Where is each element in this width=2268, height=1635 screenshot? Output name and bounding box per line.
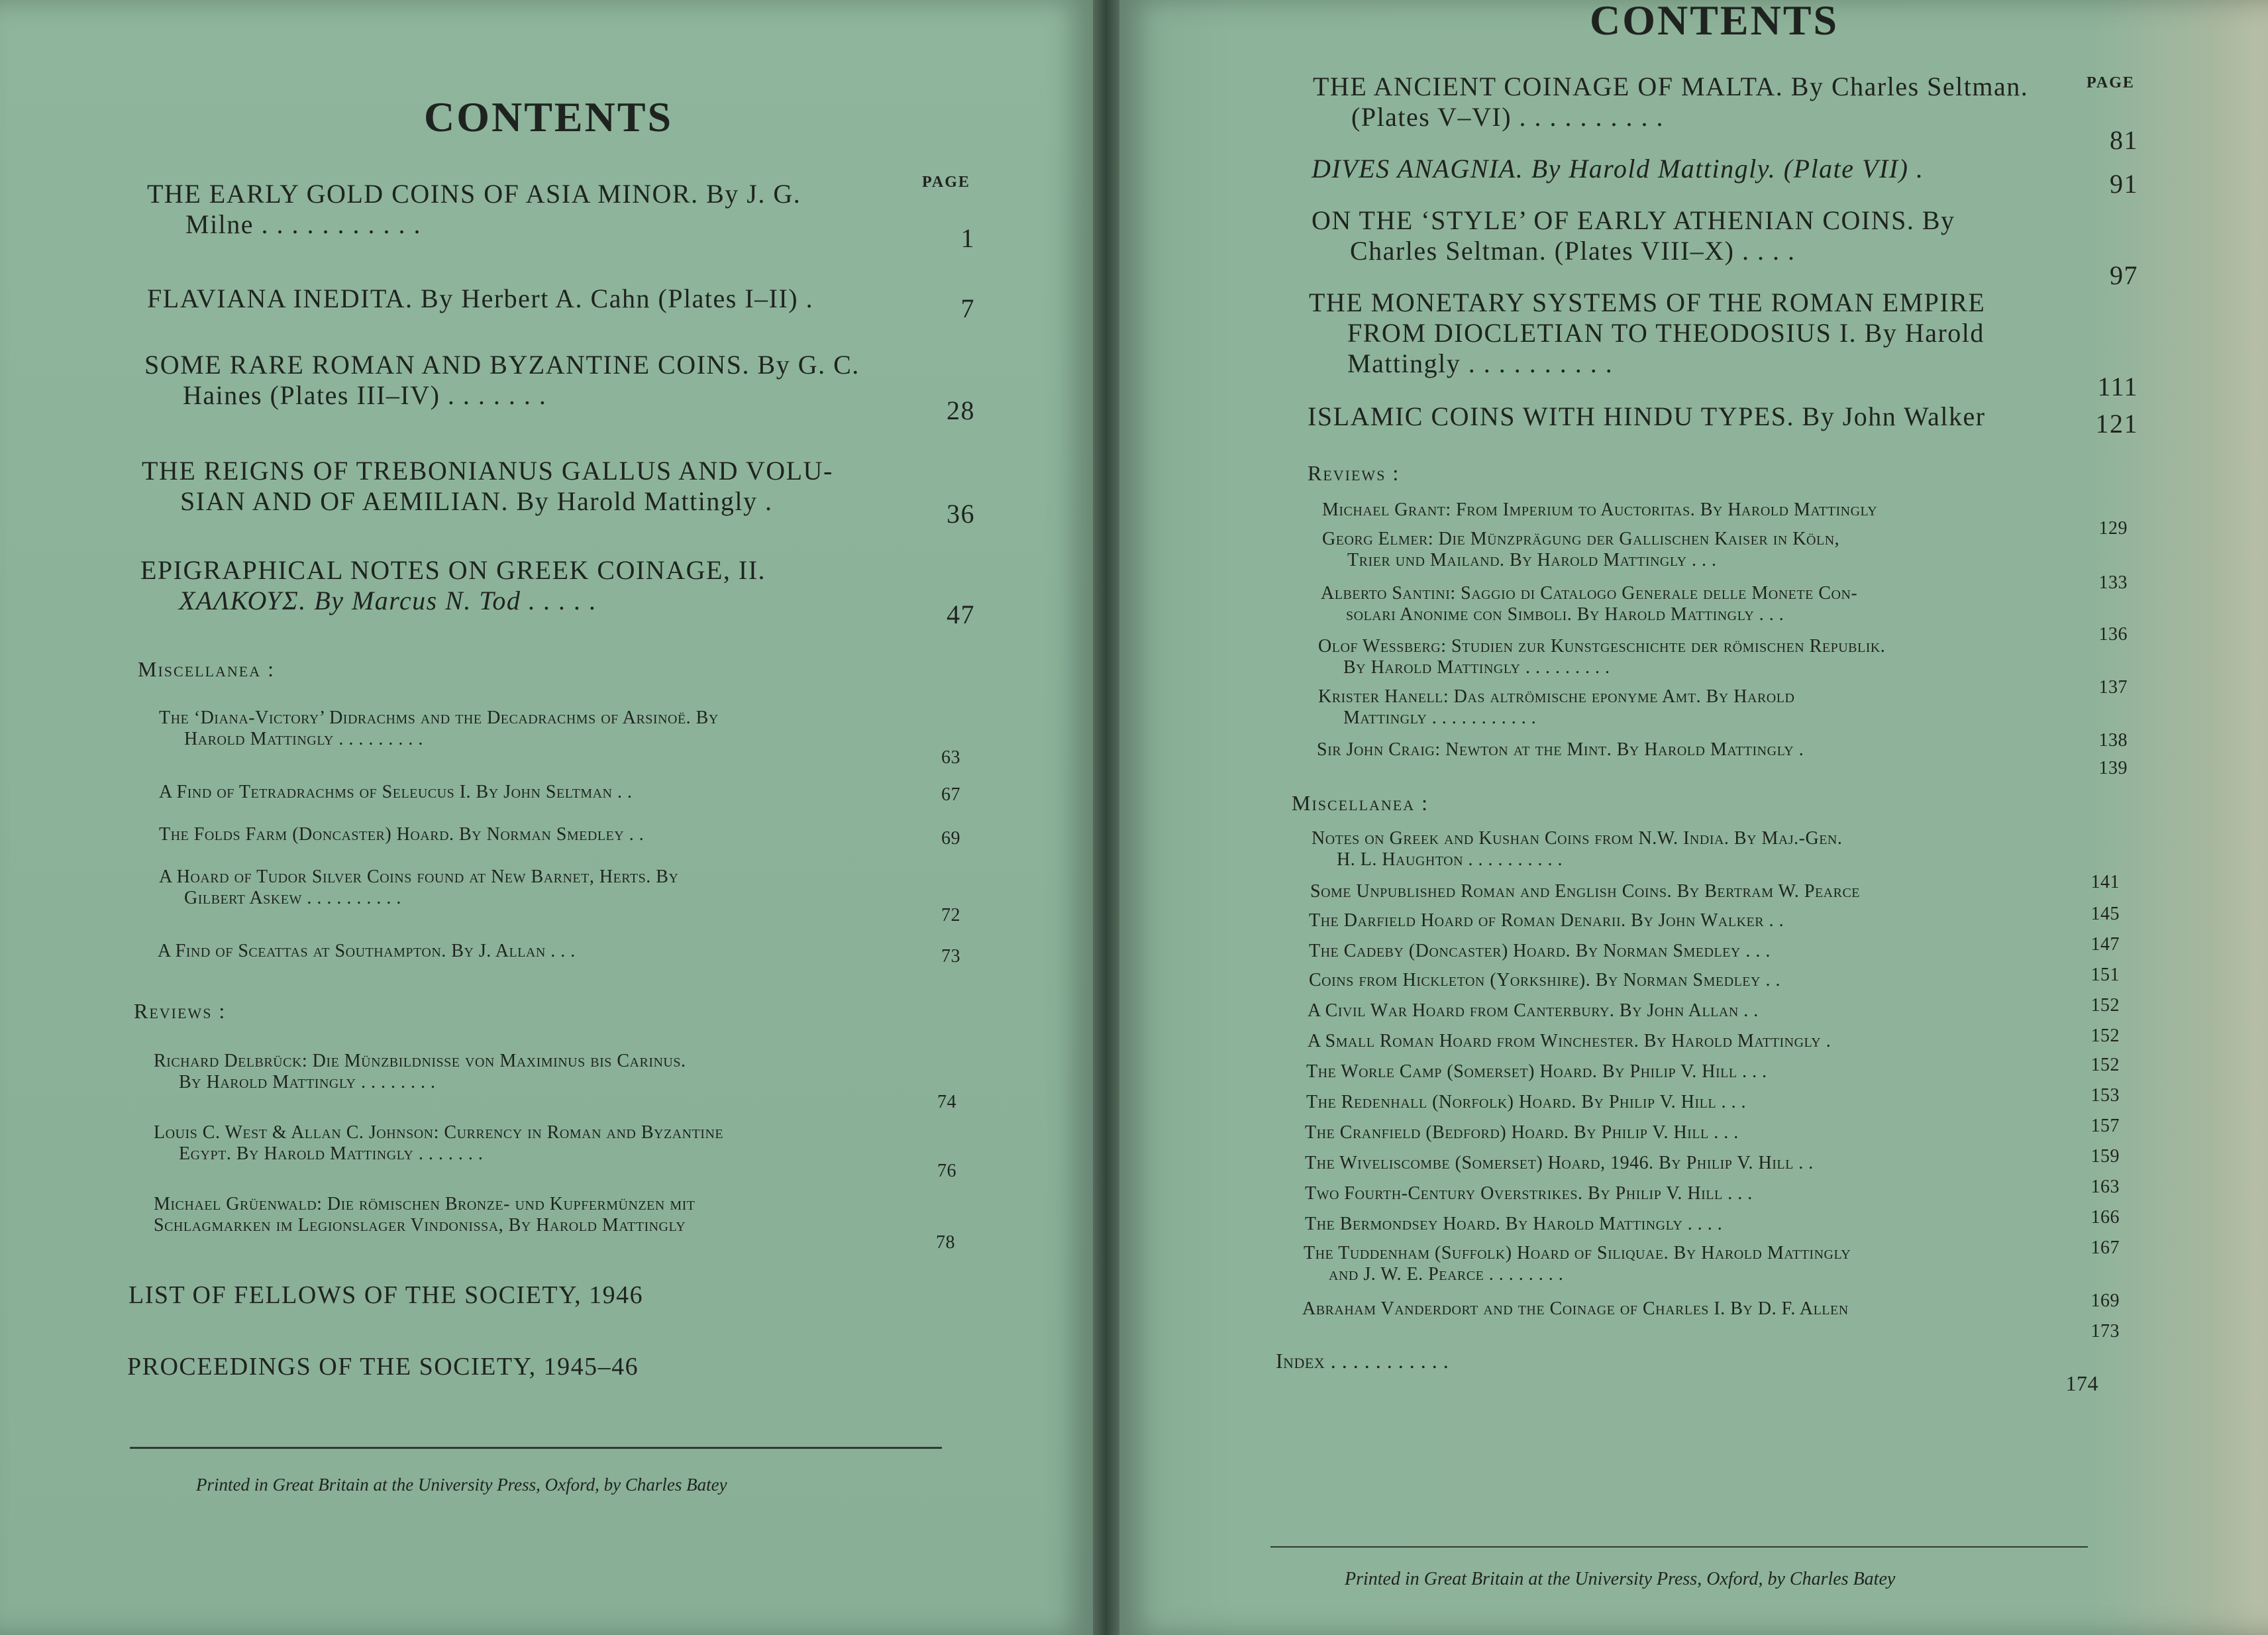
page-number: 63 <box>941 747 960 768</box>
divider-rule <box>1270 1546 2088 1548</box>
page-number: 167 <box>2090 1238 2120 1258</box>
page-number: 159 <box>2090 1146 2120 1167</box>
toc-entry[interactable]: Michael Grant: From Imperium to Auctoritas. By Harold Mattingly 129 <box>1322 500 2128 539</box>
toc-entry[interactable]: THE EARLY GOLD COINS OF ASIA MINOR. By J. G. Milne . . . . . . . . . . . 1 <box>147 179 975 253</box>
page-number: 74 <box>937 1092 956 1112</box>
page-number: 47 <box>947 600 975 629</box>
page-number: 137 <box>2098 677 2128 698</box>
page-number: 73 <box>941 946 960 967</box>
toc-entry[interactable]: Sir John Craig: Newton at the Mint. By Harold Mattingly . 139 <box>1317 739 2128 778</box>
page-number: 72 <box>941 905 960 925</box>
toc-entry[interactable]: THE MONETARY SYSTEMS OF THE ROMAN EMPIRE FROM DIOCLETIAN TO THEODOSIUS I. By Harold Mattingly . . . . . . . . . . 111 <box>1309 288 2138 401</box>
page-column-label: PAGE <box>2087 74 2135 91</box>
left-page <box>0 0 1093 1635</box>
page-number: 139 <box>2098 758 2128 778</box>
page-number: 129 <box>2098 518 2128 539</box>
right-page <box>1119 0 2268 1635</box>
section-heading-miscellanea: Miscellanea : <box>1292 791 1429 815</box>
page-number: 152 <box>2090 1026 2120 1046</box>
toc-entry[interactable]: ON THE ‘STYLE’ OF EARLY ATHENIAN COINS. By Charles Seltman. (Plates VIII–X) . . . . 97 <box>1312 205 2138 290</box>
toc-entry[interactable]: The Folds Farm (Doncaster) Hoard. By Norman Smedley . . 69 <box>159 824 960 849</box>
page-number: 147 <box>2090 934 2120 955</box>
page-title: CONTENTS <box>1590 0 1839 44</box>
toc-entry[interactable]: Richard Delbrück: Die Münzbildnisse von Maximinus bis Carinus. By Harold Mattingly . . . . . . . . 74 <box>154 1051 956 1112</box>
page-number: 157 <box>2090 1116 2120 1136</box>
toc-entry[interactable]: Olof Wessberg: Studien zur Kunstgeschichte der römischen Republik. By Harold Mattingly . . . . . . . . . 137 <box>1318 636 2128 698</box>
page-number: 138 <box>2098 730 2128 751</box>
page-number: 76 <box>937 1161 956 1181</box>
page-number: 141 <box>2090 872 2120 892</box>
toc-entry[interactable]: EPIGRAPHICAL NOTES ON GREEK COINAGE, II. ΧΑΛΚΟΥΣ. By Marcus N. Tod . . . . . 47 <box>140 555 975 629</box>
page-number: 121 <box>2095 409 2138 439</box>
toc-entry[interactable]: A Find of Tetradrachms of Seleucus I. By John Seltman . . 67 <box>159 782 960 805</box>
page-column-label: PAGE <box>922 174 970 191</box>
toc-entry[interactable]: SOME RARE ROMAN AND BYZANTINE COINS. By G. C. Haines (Plates III–IV) . . . . . . . 28 <box>144 350 975 425</box>
toc-entry[interactable]: The Cranfield (Bedford) Hoard. By Philip V. Hill . . . 159 <box>1305 1122 2120 1167</box>
toc-entry[interactable]: The Bermondsey Hoard. By Harold Mattingly . . . . 167 <box>1305 1214 2120 1258</box>
section-heading-reviews: Reviews : <box>134 999 227 1023</box>
toc-entry[interactable]: THE ANCIENT COINAGE OF MALTA. By Charles Seltman. (Plates V–VI) . . . . . . . . . . 81 <box>1313 72 2138 155</box>
page-number: 28 <box>947 396 975 425</box>
page-number: 153 <box>2090 1085 2120 1106</box>
toc-entry[interactable]: The Worle Camp (Somerset) Hoard. By Philip V. Hill . . . 153 <box>1306 1061 2120 1106</box>
toc-entry[interactable]: Coins from Hickleton (Yorkshire). By Norman Smedley . . 152 <box>1309 970 2120 1016</box>
page-number: 1 <box>960 223 975 253</box>
page-number: 174 <box>2065 1371 2098 1395</box>
toc-entry[interactable]: Michael Grüenwald: Die römischen Bronze- und Kupfermünzen mit Schlagmarken im Legionslager Vindonissa, By Harold Mattingly 78 <box>154 1194 955 1253</box>
toc-entry[interactable]: Louis C. West & Allan C. Johnson: Currency in Roman and Byzantine Egypt. By Harold Mattingly . . . . . . . 76 <box>154 1122 956 1181</box>
page-number: 78 <box>936 1232 955 1253</box>
toc-entry[interactable]: A Small Roman Hoard from Winchester. By Harold Mattingly . 152 <box>1308 1031 2120 1075</box>
section-heading-miscellanea: Miscellanea : <box>138 657 275 681</box>
page-number: 81 <box>2110 125 2138 155</box>
section-heading-reviews: Reviews : <box>1308 461 1400 485</box>
book-gutter <box>1093 0 1119 1635</box>
page-number: 69 <box>941 828 960 849</box>
page-title: CONTENTS <box>424 93 674 140</box>
page-number: 145 <box>2090 904 2120 924</box>
page-number: 152 <box>2090 1055 2120 1075</box>
toc-entry[interactable]: The Redenhall (Norfolk) Hoard. By Philip V. Hill . . . 157 <box>1306 1092 2120 1136</box>
page-number: 36 <box>947 499 975 529</box>
toc-entry[interactable]: Krister Hanell: Das altrömische eponyme Amt. By Harold Mattingly . . . . . . . . . . . 138 <box>1318 686 2128 751</box>
page-number: 163 <box>2090 1177 2120 1197</box>
toc-entry[interactable]: FLAVIANA INEDITA. By Herbert A. Cahn (Plates I–II) . 7 <box>147 284 975 323</box>
page-number: 111 <box>2097 372 2138 401</box>
page-number: 169 <box>2090 1291 2120 1311</box>
toc-entry[interactable]: ISLAMIC COINS WITH HINDU TYPES. By John Walker 121 <box>1308 401 2138 439</box>
toc-entry[interactable]: Georg Elmer: Die Münzprägung der Gallischen Kaiser in Köln, Trier und Mailand. By Harold Mattingly . . . 133 <box>1322 529 2128 593</box>
toc-entry[interactable]: PROCEEDINGS OF THE SOCIETY, 1945–46 <box>127 1353 639 1381</box>
page-number: 7 <box>960 293 975 323</box>
page-number: 97 <box>2110 260 2138 290</box>
page-number: 91 <box>2110 169 2138 199</box>
toc-entry[interactable]: A Hoard of Tudor Silver Coins found at New Barnet, Herts. By Gilbert Askew . . . . . . . . . . 72 <box>159 867 960 925</box>
page-number: 67 <box>941 784 960 805</box>
toc-entry[interactable]: A Find of Sceattas at Southampton. By J. Allan . . . 73 <box>158 941 960 967</box>
page-number: 151 <box>2090 965 2120 985</box>
toc-entry[interactable]: The Darfield Hoard of Roman Denarii. By John Walker . . 147 <box>1309 910 2120 955</box>
toc-entry[interactable]: Two Fourth-Century Overstrikes. By Philip V. Hill . . . 166 <box>1305 1183 2120 1228</box>
printer-footer: Printed in Great Britain at the University Press, Oxford, by Charles Batey <box>196 1475 727 1495</box>
toc-entry[interactable]: Alberto Santini: Saggio di Catalogo Generale delle Monete Con- solari Anonime con Simboli. By Harold Mattingly . . . 136 <box>1321 583 2128 645</box>
toc-entry-index[interactable]: Index . . . . . . . . . . . 174 <box>1276 1349 2098 1395</box>
toc-entry[interactable]: Some Unpublished Roman and English Coins. By Bertram W. Pearce 145 <box>1310 881 2120 924</box>
toc-entry[interactable]: The Tuddenham (Suffolk) Hoard of Siliquae. By Harold Mattingly and J. W. E. Pearce . . . . . . . . 169 <box>1304 1243 2120 1311</box>
toc-entry[interactable]: The ‘Diana-Victory’ Didrachms and the Decadrachms of Arsinoë. By Harold Mattingly . . . . . . . . . 63 <box>159 708 960 768</box>
page-number: 133 <box>2098 572 2128 593</box>
toc-entry[interactable]: The Cadeby (Doncaster) Hoard. By Norman Smedley . . . 151 <box>1309 941 2120 985</box>
toc-entry[interactable]: Notes on Greek and Kushan Coins from N.W. India. By Maj.-Gen. H. L. Haughton . . . . . . . . . . 141 <box>1312 828 2120 892</box>
toc-entry[interactable]: DIVES ANAGNIA. By Harold Mattingly. (Plate VII) . 91 <box>1312 154 2138 199</box>
page-number: 173 <box>2090 1321 2120 1342</box>
toc-entry[interactable]: Abraham Vanderdort and the Coinage of Charles I. By D. F. Allen 173 <box>1302 1298 2120 1342</box>
page-number: 152 <box>2090 995 2120 1016</box>
toc-entry[interactable]: A Civil War Hoard from Canterbury. By John Allan . . 152 <box>1308 1000 2120 1046</box>
page-number: 136 <box>2098 624 2128 645</box>
toc-entry[interactable]: The Wiveliscombe (Somerset) Hoard, 1946. By Philip V. Hill . . 163 <box>1305 1153 2120 1197</box>
toc-entry[interactable]: LIST OF FELLOWS OF THE SOCIETY, 1946 <box>129 1281 644 1309</box>
printer-footer: Printed in Great Britain at the University Press, Oxford, by Charles Batey <box>1345 1569 1896 1589</box>
divider-rule <box>130 1447 942 1449</box>
page-number: 166 <box>2090 1207 2120 1228</box>
toc-entry[interactable]: THE REIGNS OF TREBONIANUS GALLUS AND VOLU- SIAN AND OF AEMILIAN. By Harold Mattingly . 36 <box>142 456 975 529</box>
